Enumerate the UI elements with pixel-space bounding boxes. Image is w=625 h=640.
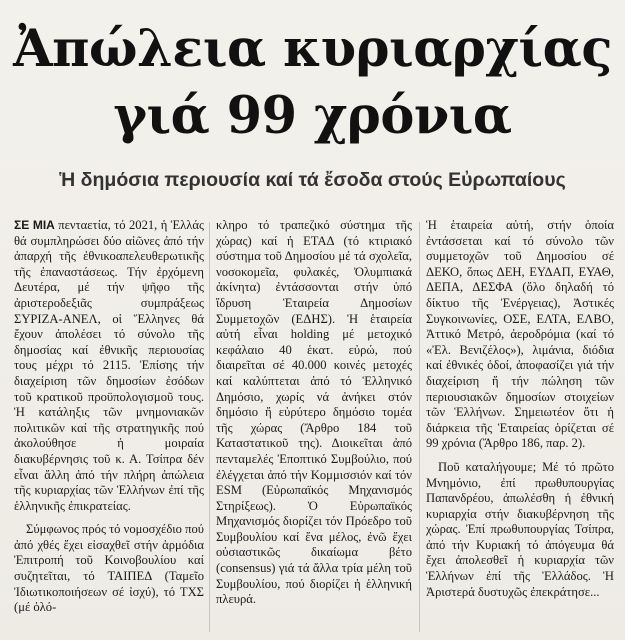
- headline-line-2: γιά 99 χρόνια: [113, 86, 512, 146]
- article-paragraph: [14, 218, 204, 514]
- article-column-1: [14, 218, 204, 616]
- headline-line-1: Ἀπώλεια κυριαρχίας: [13, 19, 612, 79]
- column-divider: [419, 222, 420, 632]
- article-column-3: [426, 218, 614, 600]
- column-divider: [209, 222, 210, 632]
- lead-in: ΣΕ ΜΙΑ: [14, 218, 55, 232]
- subtitle: Ἡ δημόσια περιουσία καί τά ἔσοδα στούς Εὐρωπαίους: [59, 169, 566, 191]
- article-paragraph: Ἡ ἑταιρεία αὐτή, στήν ὁποία ἐντάσσεται καί τό σύνολο τῶν συμμετοχῶν τοῦ Δημοσίου σέ ΔΕΚΟ, ὅπως ΔΕΗ, ΕΥΔΑΠ, ΕΥΑΘ, ΔΕΠΑ, ΔΕΣΦΑ (ὅλο δηλαδή τό δίκτυο τῆς Ἐνέργειας), Ἀστικές Συγκοινωνίες, ΟΣΕ, ΕΛΤΑ, ΕΛΒΟ, Ἀττικό Μετρό, ἀεροδρόμια (καί τό «Ἐλ. Βενιζέλος»), λιμάνια, διόδια καί ἐθνικές ὁδοί, ἀποφασίζει γιά τήν διαχείριση ἤ τήν πώληση τῶν περιουσιακῶν δημοσίων στοιχείων τῶν Ἑλλήνων. Σημειωτέον ὅτι ἡ διάρκεια τῆς Ἑταιρείας ὁρίζεται σέ 99 χρόνια (Ἄρθρο 186, παρ. 2).: [426, 218, 614, 451]
- article-paragraph: κληρο τό τραπεζικό σύστημα τῆς χώρας) καί ἡ ΕΤΑΔ (τό κτιριακό σύστημα τοῦ Δημοσίου μέ τά σχολεῖα, νοσοκομεῖα, φυλακές, Ὀλυμπιακά ἀκίνητα) ἐντάσσονται στήν ὑπό ἵδρυση Ἑταιρεία Δημοσίων Συμμετοχῶν (ΕΔΗΣ). Ἡ ἑταιρεία αὐτή εἶναι holding μέ μετοχικό κεφάλαιο 40 ἑκατ. εὐρώ, πού διαιρεῖται σέ 40.000 κοινές μετοχές καί καλύπτεται ἀπό τό Ἑλληνικό Δημόσιο, χωρίς νά ἀνήκει στόν δημόσιο ἤ εὐρύτερο δημόσιο τομέα τῆς χώρας (Ἄρθρο 184 τοῦ Καταστατικοῦ της). Διοικεῖται ἀπό πενταμελές Ἐποπτικό Συμβούλιο, πού ἐλέγχεται ἀπό τήν Κομμισσιόν καί τόν ESM (Εὐρωπαϊκός Μηχανισμός Στηρίξεως). Ὁ Εὐρωπαϊκός Μηχανισμός διορίζει τόν Πρόεδρο τοῦ Συμβουλίου καί ἕνα μέλος, ἐνῶ ἔχει οὐσιαστικῶς δικαίωμα βέτο (consensus) γιά τά ἄλλα τρία μέλη τοῦ Συμβουλίου, πού διορίζει ἡ ἑλληνική πλευρά.: [216, 218, 412, 607]
- article-paragraph: Ποῦ καταλήγουμε; Μέ τό πρῶτο Μνημόνιο, ἐπί πρωθυπουργίας Παπανδρέου, ἀπωλέσθη ἡ ἐθνική κυριαρχία στήν διακυβέρνηση τῆς χώρας. Ἐπί πρωθυπουργίας Τσίπρα, ἀπό τήν Κυριακή τό ἀπόγευμα θά ἔχει ἀπολεσθεῖ ἡ κυριαρχία τῶν Ἑλλήνων ἐπί τῆς Ἑλλάδος. Ἡ Ἀριστερά δυστυχῶς ἐπεκράτησε...: [426, 459, 614, 599]
- article-column-2: [216, 218, 412, 608]
- article-paragraph: Σύμφωνος πρός τό νομοσχέδιο πού ἀπό χθές ἔχει εἰσαχθεῖ στήν ἁρμόδια Ἐπιτροπή τοῦ Κοινοβουλίου καί συζητεῖται, τό ΤΑΙΠΕΔ (Ταμεῖο Ἰδιωτικοποιήσεων σέ ἰσχύ), τό ΤΧΣ (μέ ὁλό-: [14, 522, 204, 615]
- headline: [0, 16, 625, 150]
- paragraph-text: πενταετία, τό 2021, ἡ Ἑλλάς θά συμπληρώσει δύο αἰῶνες ἀπό τήν ἀπαρχή τῆς ἐθνικοαπελευθερωτικῆς τῆς ἐπαναστάσεως. Τήν ἐρχόμενη Δευτέρα, μέ τήν ψῆφο τῆς ἀριστεροδεξιᾶς συμπράξεως ΣΥΡΙΖΑ-ΑΝΕΛ, οἱ Ἕλληνες θά ἔχουν ἀπολέσει τό σύνολο τῆς δημοσίας καί ἐθνικῆς περιουσίας τους μέχρι τό 2115. Ἐπίσης τήν διαχείριση τῶν δημοσίων ἐσόδων τοῦ κρατικοῦ προϋπολογισμοῦ τους. Ἡ κατάληξις τῶν μνημονιακῶν πολιτικῶν καί τῆς στρατηγικῆς πού ἀκολούθησε ἡ μοιραία διακυβέρνησις τοῦ κ. Α. Τσίπρα δέν εἶναι ἄλλη ἀπό τήν πλήρη ἀπώλεια τῆς κυριαρχίας τῶν Ἑλλήνων ἐπί τῆς ἑλληνικῆς ἐπικρατείας.: [14, 218, 204, 513]
